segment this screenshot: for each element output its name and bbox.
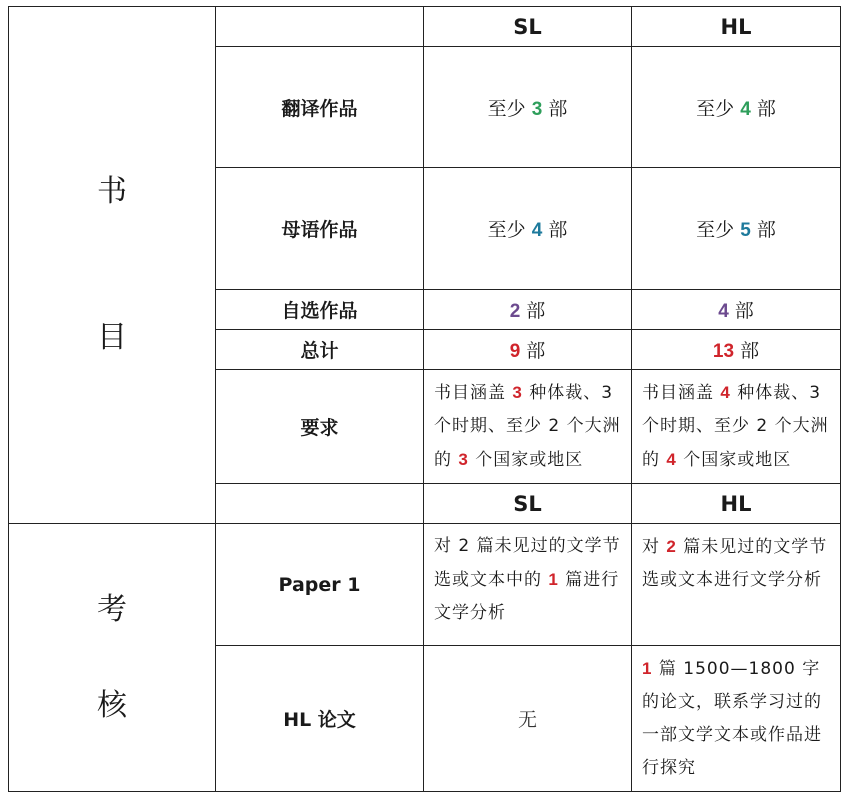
- header-hl: HL: [632, 7, 841, 47]
- cell-native-sl: 至少 4 部: [424, 168, 632, 290]
- section-assessment: [9, 524, 216, 792]
- row-label-total: 总计: [216, 330, 424, 370]
- header-sl-assessment: SL: [424, 484, 632, 524]
- section-char: 目: [97, 320, 127, 355]
- cell-paper1-hl: 对 2 篇未见过的文学节选或文本进行文学分析: [632, 524, 841, 646]
- cell-total-hl: 13 部: [632, 330, 841, 370]
- cell-native-hl: 至少 5 部: [632, 168, 841, 290]
- empty-cell: [216, 484, 424, 524]
- cell-free-sl: 2 部: [424, 290, 632, 330]
- cell-total-sl: 9 部: [424, 330, 632, 370]
- header-sl: SL: [424, 7, 632, 47]
- section-char: 书: [97, 174, 127, 209]
- section-bibliography: [9, 7, 216, 524]
- section-char: 核: [97, 687, 127, 723]
- row-label-translated: 翻译作品: [216, 47, 424, 168]
- row-label-native: 母语作品: [216, 168, 424, 290]
- header-hl-assessment: HL: [632, 484, 841, 524]
- row-label-free: 自选作品: [216, 290, 424, 330]
- row-label-requirements: 要求: [216, 370, 424, 484]
- row-label-essay: HL 论文: [216, 646, 424, 792]
- cell-requirements-hl: 书目涵盖 4 种体裁、3 个时期、至少 2 个大洲的 4 个国家或地区: [632, 370, 841, 484]
- section-char: 考: [97, 591, 127, 627]
- empty-cell: [216, 7, 424, 47]
- row-label-paper1: Paper 1: [216, 524, 424, 646]
- cell-translated-hl: 至少 4 部: [632, 47, 841, 168]
- ib-literature-table: [8, 6, 841, 792]
- cell-essay-hl: 1 篇 1500—1800 字的论文，联系学习过的一部文学文本或作品进行探究: [632, 646, 841, 792]
- cell-requirements-sl: 书目涵盖 3 种体裁、3 个时期、至少 2 个大洲的 3 个国家或地区: [424, 370, 632, 484]
- cell-translated-sl: 至少 3 部: [424, 47, 632, 168]
- cell-essay-sl: 无: [424, 646, 632, 792]
- cell-paper1-sl: 对 2 篇未见过的文学节选或文本中的 1 篇进行文学分析: [424, 524, 632, 646]
- cell-free-hl: 4 部: [632, 290, 841, 330]
